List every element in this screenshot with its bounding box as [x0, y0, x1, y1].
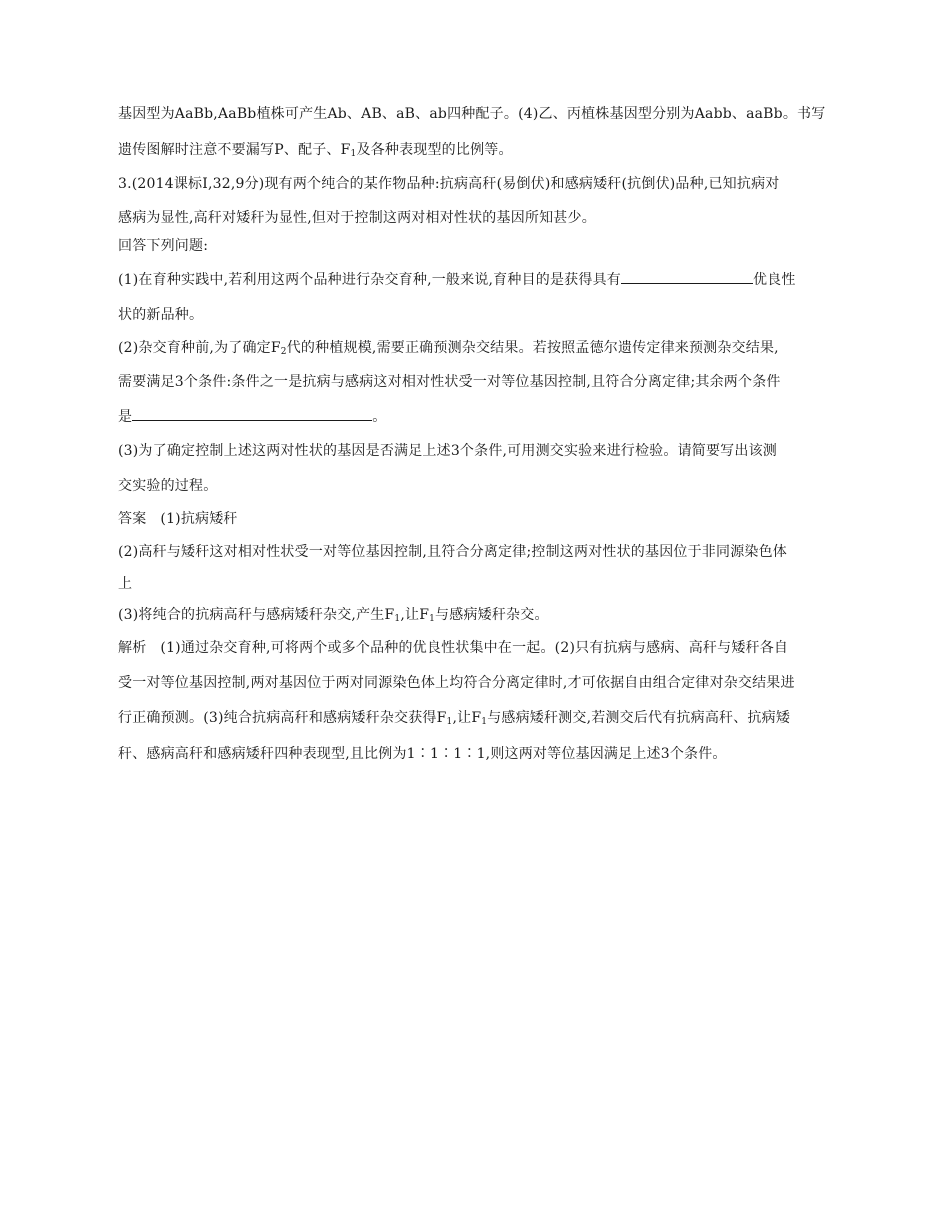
question-stem-line-1: 3.(2014课标Ⅰ,32,9分)现有两个纯合的某作物品种:抗病高秆(易倒伏)和感病矮秆(抗倒伏)品种,已知抗病对: [118, 176, 780, 192]
analysis-line-3: 行正确预测。(3)纯合抗病高秆和感病矮秆杂交获得$F_1$,让$F_1$与感病矮秆测交,若测交后代有抗病高秆、抗病矮: [118, 710, 791, 727]
question-1-line-2: 状的新品种。: [118, 307, 204, 323]
analysis-line-2: 受一对等位基因控制,两对基因位于两对同源染色体上均符合分离定律时,才可依据自由组合定律对杂交结果进: [118, 675, 795, 691]
question-2-line-1: (2)杂交育种前,为了确定$F_2$代的种植规模,需要正确预测杂交结果。若按照孟德尔遗传定律来预测杂交结果,: [118, 340, 779, 357]
question-stem-line-2: 感病为显性,高秆对矮秆为显性,但对于控制这两对相对性状的基因所知甚少。: [118, 210, 596, 226]
question-1-line-1: (1)在育种实践中,若利用这两个品种进行杂交育种,一般来说,育种目的是获得具有 优良性: [118, 269, 830, 290]
answer-line-1: 答案 (1)抗病矮秆: [118, 511, 238, 527]
analysis-label: 解析: [118, 640, 147, 656]
answer-label: 答案: [118, 511, 147, 527]
question-prompt: 回答下列问题:: [118, 238, 209, 254]
prev-answer-line-1: 基因型为AaBb,AaBb植株可产生Ab、AB、aB、ab四种配子。(4)乙、丙植株基因型分别为Aabb、aaBb。书写: [118, 106, 826, 122]
analysis-line-1: 解析 (1)通过杂交育种,可将两个或多个品种的优良性状集中在一起。(2)只有抗病与感病、高秆与矮秆各自: [118, 640, 789, 656]
answer-blank-1[interactable]: [621, 269, 753, 284]
answer-line-2: (2)高秆与矮秆这对相对性状受一对等位基因控制,且符合分离定律;控制这两对性状的基因位于非同源染色体: [118, 544, 787, 560]
question-3-line-2: 交实验的过程。: [118, 478, 218, 494]
answer-line-4: (3)将纯合的抗病高秆与感病矮秆杂交,产生$F_1$,让$F_1$与感病矮秆杂交。: [118, 607, 549, 624]
question-2-line-2: 需要满足3个条件:条件之一是抗病与感病这对相对性状受一对等位基因控制,且符合分离定律;其余两个条件: [118, 374, 781, 390]
question-2-line-3: 是 。: [118, 406, 830, 427]
answer-line-3: 上: [118, 576, 133, 592]
analysis-line-4: 秆、感病高秆和感病矮秆四种表现型,且比例为1∶1∶1∶1,则这两对等位基因满足上述3个条件。: [118, 746, 727, 762]
question-3-line-1: (3)为了确定控制上述这两对性状的基因是否满足上述3个条件,可用测交实验来进行检验。请简要写出该测: [118, 443, 777, 459]
answer-blank-2[interactable]: [132, 406, 372, 421]
prev-answer-line-2: 遗传图解时注意不要漏写P、配子、$F_1$及各种表现型的比例等。: [118, 142, 513, 159]
